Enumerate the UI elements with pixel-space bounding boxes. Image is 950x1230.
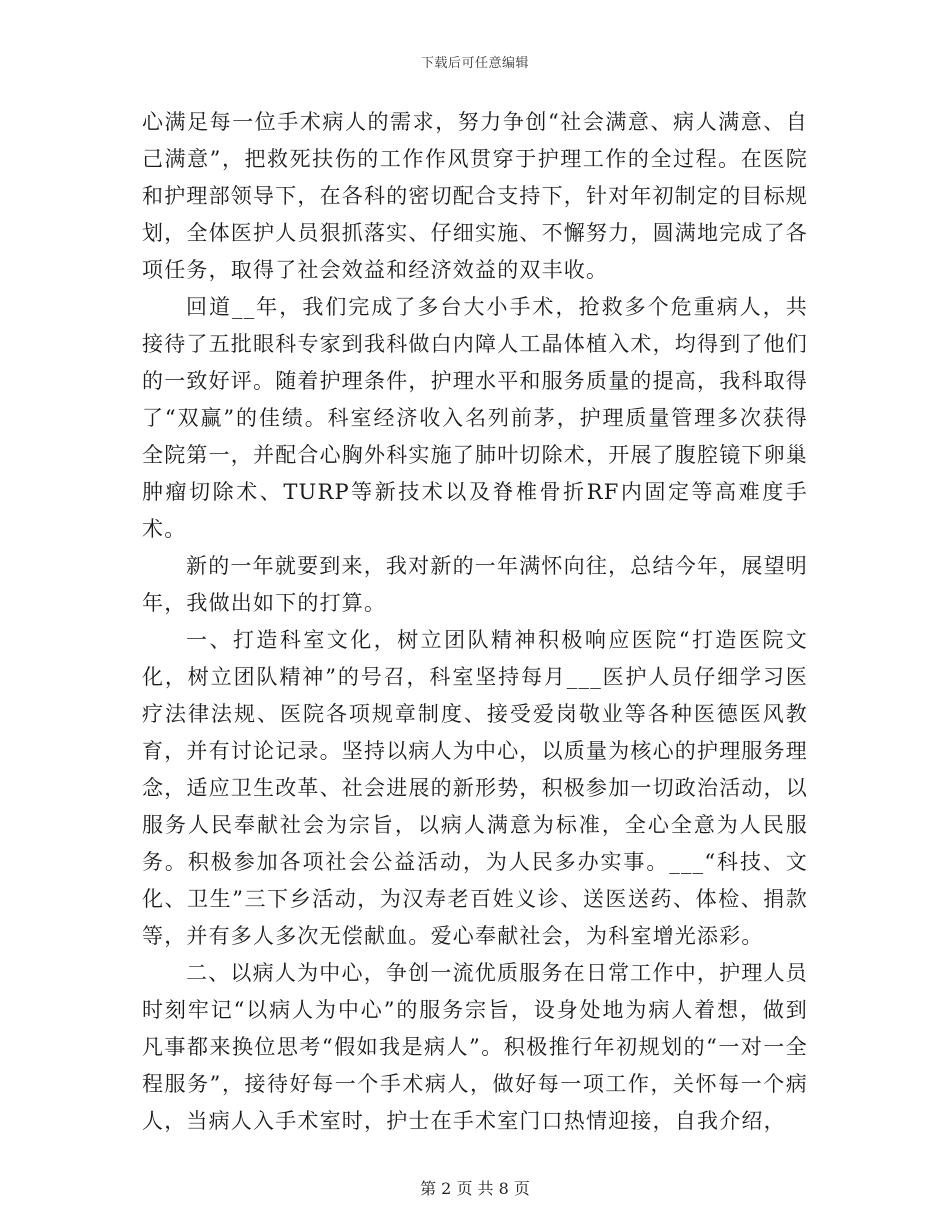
document-body [142, 104, 808, 1140]
page-header: 下载后可任意编辑 [420, 56, 529, 71]
paragraph-2: 回道__年，我们完成了多台大小手术，抢救多个危重病人，共接待了五批眼科专家到我科做白内障人工晶体植入术，均得到了他们的一致好评。随着护理条件，护理水平和服务质量的提高，我科取得了“双赢”的佳绩。科室经济收入名列前茅，护理质量管理多次获得全院第一，并配合心胸外科实施了肺叶切除术，开展了腹腔镜下卵巢肿瘤切除术、TURP等新技术以及脊椎骨折RF内固定等高难度手术。 [142, 295, 808, 541]
paragraph-5: 二、以病人为中心，争创一流优质服务在日常工作中，护理人员时刻牢记“以病人为中心”的服务宗旨，设身处地为病人着想，做到凡事都来换位思考“假如我是病人”。积极推行年初规划的“一对一全程服务”，接待好每一个手术病人，做好每一项工作，关怀每一个病人，当病人入手术室时，护士在手术室门口热情迎接，自我介绍， [142, 961, 808, 1133]
paragraph-3: 新的一年就要到来，我对新的一年满怀向往，总结今年，展望明年，我做出如下的打算。 [142, 554, 808, 615]
paragraph-4: 一、打造科室文化，树立团队精神积极响应医院“打造医院文化，树立团队精神”的号召，科室坚持每月___医护人员仔细学习医疗法律法规、医院各项规章制度、接受爱岗敬业等各种医德医风教育，并有讨论记录。坚持以病人为中心，以质量为核心的护理服务理念，适应卫生改革、社会进展的新形势，积极参加一切政治活动，以服务人民奉献社会为宗旨，以病人满意为标准，全心全意为人民服务。积极参加各项社会公益活动，为人民多办实事。___“科技、文化、卫生”三下乡活动，为汉寿老百姓义诊、送医送药、体检、捐款等，并有多人多次无偿献血。爱心奉献社会，为科室增光添彩。 [142, 628, 808, 948]
paragraph-1: 心满足每一位手术病人的需求，努力争创“社会满意、病人满意、自己满意”，把救死扶伤的工作作风贯穿于护理工作的全过程。在医院和护理部领导下，在各科的密切配合支持下，针对年初制定的目标规划，全体医护人员狠抓落实、仔细实施、不懈努力，圆满地完成了各项任务，取得了社会效益和经济效益的双丰收。 [142, 110, 808, 282]
page-number-footer: 第 2 页 共 8 页 [420, 1179, 530, 1198]
